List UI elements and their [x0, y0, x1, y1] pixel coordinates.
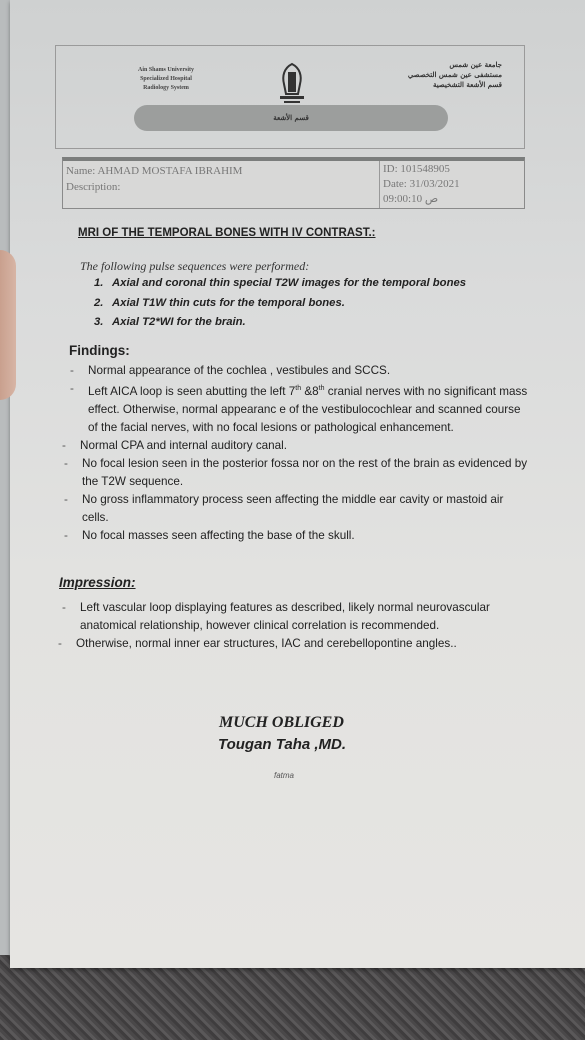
hospital-name-ar [392, 60, 502, 90]
item-text: Left vascular loop displaying features as described, likely normal neurovascular anatomical relationship, however clinical correlation is recommended. [80, 601, 490, 632]
hospital-line: Ain Shams University [137, 67, 194, 73]
list-item [64, 527, 532, 545]
list-item [58, 635, 517, 653]
findings-list [62, 362, 532, 545]
hospital-line-ar: قسم الأشعة التشخيصية [432, 80, 502, 89]
item-text: No focal lesion seen in the posterior fossa nor on the rest of the brain as evidenced by the T2W sequence. [82, 456, 528, 488]
list-item [94, 313, 466, 333]
dash: - [70, 364, 74, 377]
exam-time: 09:00:10 ص [383, 193, 439, 205]
report-paper [10, 0, 585, 968]
item-text: Left AICA loop is seen abutting the left 7 [88, 384, 296, 398]
hospital-line: Radiology System [143, 85, 189, 91]
patient-name: Name: AHMAD MOSTAFA IBRAHIM [66, 165, 243, 177]
item-text: Axial and coronal thin special T2W images for the temporal bones [112, 277, 467, 289]
report-intro: The following pulse sequences were performed: [80, 259, 310, 273]
finger-edge [0, 250, 16, 400]
item-text: &8 [301, 384, 319, 398]
findings-heading: Findings: [69, 343, 130, 358]
patient-id: ID: 101548905 [383, 163, 450, 175]
dash: - [64, 492, 68, 506]
dash: - [62, 438, 66, 452]
signatory-name: Tougan Taha ,MD. [218, 736, 347, 753]
item-number: 1. [94, 277, 104, 289]
closing-line: MUCH OBLIGED [219, 714, 344, 731]
superscript: th [295, 385, 302, 392]
list-item [94, 294, 466, 314]
list-item [64, 491, 532, 527]
info-divider [379, 161, 380, 208]
letterhead [55, 45, 525, 149]
list-item [70, 362, 532, 380]
dash: - [62, 601, 66, 614]
list-item [70, 380, 532, 437]
dash: - [64, 528, 68, 542]
exam-date: Date: 31/03/2021 [383, 178, 460, 190]
hospital-name-en [106, 66, 226, 93]
department-banner: قسم الأشعة [134, 105, 448, 131]
item-text: Normal CPA and internal auditory canal. [80, 438, 288, 452]
hospital-line-ar: مستشفى عين شمس التخصصي [407, 70, 502, 79]
patient-info-box [62, 157, 525, 209]
list-item [62, 599, 517, 635]
typist-initials: fatma [274, 771, 295, 780]
item-text: Otherwise, normal inner ear structures, IAC and cerebellopontine angles.. [76, 637, 457, 650]
item-text: Normal appearance of the cochlea , vestibules and SCCS. [88, 364, 391, 377]
impression-list [58, 599, 517, 653]
list-item [62, 437, 532, 455]
list-item [94, 274, 466, 294]
report-title: MRI OF THE TEMPORAL BONES WITH IV CONTRAST.: [78, 227, 376, 239]
sequence-list [94, 274, 466, 333]
list-item [64, 455, 532, 491]
university-logo-icon [274, 60, 310, 104]
impression-heading: Impression: [59, 575, 136, 590]
dash: - [70, 382, 74, 395]
item-number: 3. [94, 316, 104, 328]
item-text: cranial nerves with no significant mass effect. Otherwise, normal appearanc e of the vestibulocochlear and scanned course of the facial nerves, with no focal lesions or pathological enhancement. [88, 384, 528, 434]
item-text: Axial T2*WI for the brain. [112, 316, 246, 328]
item-number: 2. [94, 296, 104, 309]
hospital-line: Specialized Hospital [140, 76, 192, 82]
hospital-line-ar: جامعة عين شمس [449, 60, 502, 69]
dash: - [64, 456, 68, 470]
superscript: th [318, 385, 325, 392]
dash: - [58, 637, 62, 650]
item-text: No gross inflammatory process seen affecting the middle ear cavity or mastoid air cells. [82, 492, 504, 524]
item-text: Axial T1W thin cuts for the temporal bones. [112, 296, 345, 309]
item-text: No focal masses seen affecting the base of the skull. [82, 528, 355, 542]
patient-description: Description: [66, 181, 121, 193]
